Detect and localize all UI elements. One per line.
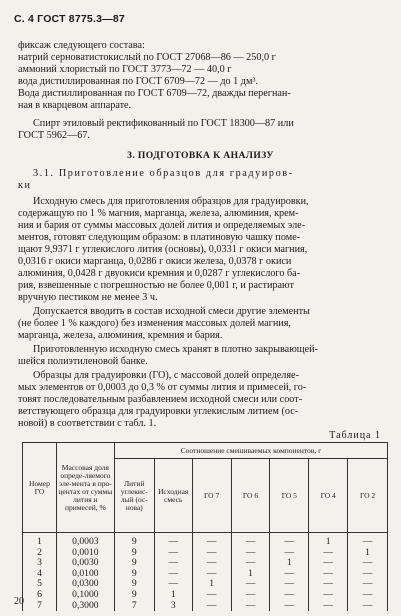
text-line: (не более 1 % каждого) без изменения массовых долей магния,: [18, 318, 291, 329]
text-line: мых элементов от 0,0003 до 0,3 % от суммы лития и примесей, го-: [18, 382, 307, 393]
col-header-mass-fraction: Массовая доля опреде-ляемого эле-мента в про-центах от суммы лития и примесей, %: [56, 443, 114, 533]
text-line: новой) в соответствии с табл. 1.: [18, 418, 157, 429]
table-cell: —: [192, 601, 231, 612]
text-line: щают 9,9371 г углекислого лития (основы), 0,0331 г окиси магния,: [18, 244, 308, 255]
text-line: Образцы для градуировки (ГО), с массовой долей определяе-: [33, 370, 299, 381]
table-cell: 9: [114, 579, 154, 590]
text-line: Приготовленную исходную смесь хранят в плотно закрывающей-: [33, 344, 319, 355]
col-header-go: ГО 7: [192, 459, 231, 533]
page-number: 20: [14, 596, 24, 607]
table-cell: —: [192, 548, 231, 559]
table-cell: —: [348, 590, 388, 601]
table-cell: —: [348, 533, 388, 548]
subsection-title: 3.1. Приготовление образцов для градуиров-: [33, 168, 294, 179]
table-cell: 0,0100: [56, 569, 114, 580]
section-title: 3. ПОДГОТОВКА К АНАЛИЗУ: [127, 150, 274, 161]
table-cell: —: [309, 548, 348, 559]
table-row: [23, 601, 388, 612]
table-cell: —: [270, 579, 309, 590]
table-cell: 1: [23, 533, 57, 548]
table-cell: —: [154, 548, 192, 559]
table-cell: —: [192, 533, 231, 548]
table-cell: —: [154, 569, 192, 580]
text-line: фиксаж следующего состава:: [18, 40, 145, 51]
table-cell: —: [348, 558, 388, 569]
table-cell: —: [192, 590, 231, 601]
table-body: [23, 533, 388, 612]
table-cell: —: [154, 533, 192, 548]
table-row: [23, 590, 388, 601]
table-cell: 9: [114, 569, 154, 580]
table-cell: —: [231, 601, 270, 612]
table-cell: —: [192, 558, 231, 569]
table-cell: —: [192, 569, 231, 580]
table-cell: —: [231, 590, 270, 601]
table-cell: —: [309, 601, 348, 612]
text-line: вода дистиллированная по ГОСТ 6709—72 — до 1 дм³.: [18, 76, 259, 87]
table-cell: 0,0010: [56, 548, 114, 559]
col-header-go: ГО 4: [309, 459, 348, 533]
col-header-ratio: Соотношение смешиваемых компонентов, г: [114, 443, 387, 459]
text-line: Допускается вводить в состав исходной смеси другие элементы: [33, 306, 310, 317]
table-cell: —: [270, 569, 309, 580]
table-cell: —: [309, 569, 348, 580]
text-line: Исходную смесь для приготовления образцов для градуировки,: [33, 196, 309, 207]
table-cell: —: [270, 590, 309, 601]
table-cell: —: [270, 548, 309, 559]
text-line: шейся полиэтиленовой банке.: [18, 356, 148, 367]
table-cell: —: [270, 533, 309, 548]
text-line: товят последовательным разбавлением исходной смеси или соот-: [18, 394, 303, 405]
page-header: С. 4 ГОСТ 8775.3—87: [14, 13, 125, 25]
table-caption: Таблица 1: [329, 430, 381, 441]
text-line: рия, взвешенные с погрешностью не более 0,001 г, и растирают: [18, 280, 294, 291]
text-line: Спирт этиловый ректификованный по ГОСТ 18300—87 или: [33, 118, 294, 129]
col-header-go: ГО 2: [348, 459, 388, 533]
col-header-initial-mix: Исходная смесь: [154, 459, 192, 533]
table-cell: —: [231, 548, 270, 559]
table-cell: —: [154, 558, 192, 569]
text-line: ная в кварцевом аппарате.: [18, 100, 132, 111]
table-cell: 7: [114, 601, 154, 612]
table-cell: 1: [192, 579, 231, 590]
text-line: натрий серноватистокислый по ГОСТ 27068—86 — 250,0 г: [18, 52, 276, 63]
table-cell: 1: [348, 548, 388, 559]
table-cell: 1: [309, 533, 348, 548]
table-cell: —: [348, 601, 388, 612]
table-cell: 0,0003: [56, 533, 114, 548]
table-cell: 0,0030: [56, 558, 114, 569]
table-cell: 1: [270, 558, 309, 569]
table-cell: 0,1000: [56, 590, 114, 601]
subsection-title: ки: [18, 180, 32, 191]
table-cell: 6: [23, 590, 57, 601]
text-line: содержащую по 1 % магния, марганца, железа, алюминия, крем-: [18, 208, 299, 219]
table-cell: 3: [154, 601, 192, 612]
text-line: ветствующего образца для градуировки углекислым литием (ос-: [18, 406, 299, 417]
table-cell: 2: [23, 548, 57, 559]
text-line: вручную пестиком не менее 3 ч.: [18, 292, 158, 303]
table-cell: 9: [114, 558, 154, 569]
table-cell: 9: [114, 533, 154, 548]
table-row: [23, 533, 388, 548]
col-header-go: ГО 6: [231, 459, 270, 533]
table-cell: 3: [23, 558, 57, 569]
text-line: алюминия, 0,0428 г двуокиси кремния и 0,0287 г углекислого ба-: [18, 268, 301, 279]
table-cell: 9: [114, 548, 154, 559]
table-cell: 5: [23, 579, 57, 590]
table-cell: —: [309, 579, 348, 590]
table-cell: 1: [154, 590, 192, 601]
table-cell: —: [348, 579, 388, 590]
text-line: ментов, готовят следующим образом: в платиновую чашку поме-: [18, 232, 301, 243]
table-cell: —: [154, 579, 192, 590]
col-header-number: Номер ГО: [23, 443, 57, 533]
col-header-go: ГО 5: [270, 459, 309, 533]
col-header-lithium: Литий углекис-лый (ос-нова): [114, 459, 154, 533]
table-cell: —: [231, 533, 270, 548]
table-cell: —: [348, 569, 388, 580]
text-line: ния и бария от суммы массовых долей лития и определяемых эле-: [18, 220, 306, 231]
table-cell: —: [309, 558, 348, 569]
table-cell: 9: [114, 590, 154, 601]
text-line: марганца, железа, алюминия, кремния и бария.: [18, 330, 223, 341]
text-line: аммоний хлористый по ГОСТ 3773—72 — 40,0 г: [18, 64, 232, 75]
table-cell: 4: [23, 569, 57, 580]
table-cell: 1: [231, 569, 270, 580]
table-cell: —: [231, 558, 270, 569]
text-line: 0,0316 г окиси марганца, 0,0286 г окиси железа, 0,0378 г окиси: [18, 256, 292, 267]
text-line: ГОСТ 5962—67.: [18, 130, 90, 141]
data-table: [22, 442, 388, 611]
text-line: Вода дистиллированная по ГОСТ 6709—72, дважды перегнан-: [18, 88, 291, 99]
table-cell: 0,0300: [56, 579, 114, 590]
table-cell: —: [231, 579, 270, 590]
table-cell: 7: [23, 601, 57, 612]
table-cell: —: [309, 590, 348, 601]
table-cell: —: [270, 601, 309, 612]
table-cell: 0,3000: [56, 601, 114, 612]
